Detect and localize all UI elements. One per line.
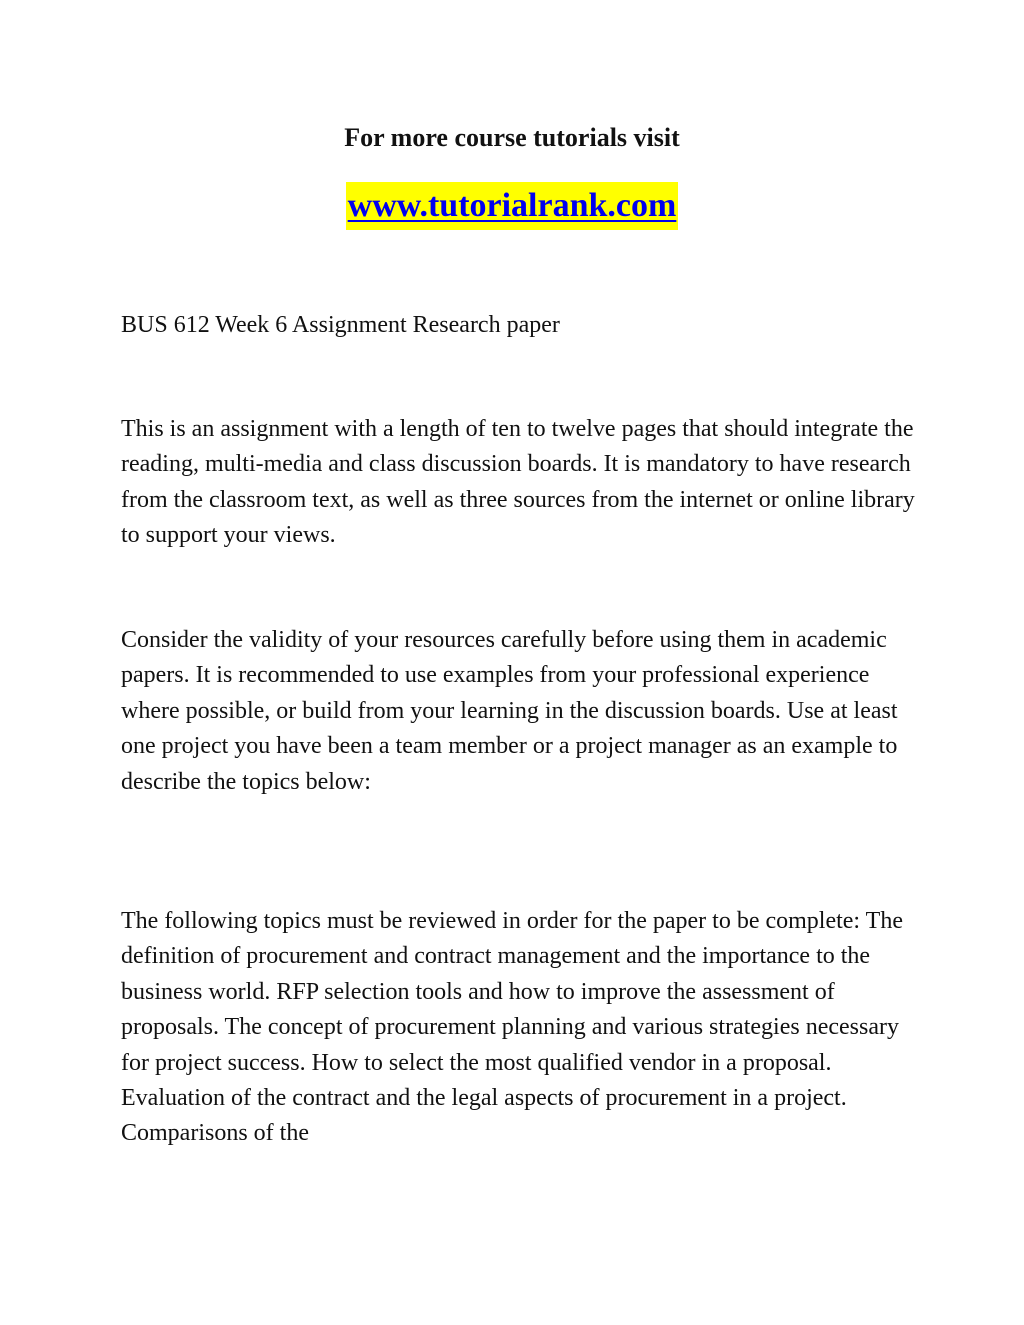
tutorialrank-link[interactable]: www.tutorialrank.com bbox=[346, 182, 679, 230]
assignment-paragraph-2: Consider the validity of your resources carefully before using them in academic papers. It is recommended to use examples from your professional experience where possible, or build from your learning in the discussion boards. Use at least one project you have been a team member or a project manager as an example to describe the topics below: bbox=[121, 627, 898, 795]
assignment-paragraph-3: The following topics must be reviewed in order for the paper to be complete: The definition of procurement and contract management and the importance to the business world. RFP selection tools and how to improve the assessment of proposals. The concept of procurement planning and various strategies necessary for project success. How to select the most qualified vendor in a proposal. Evaluation of the contract and the legal aspects of procurement in a project. Comparisons of the bbox=[121, 908, 903, 1147]
link-container bbox=[0, 182, 1024, 230]
tutorial-intro-heading: For more course tutorials visit bbox=[344, 123, 680, 152]
course-title: BUS 612 Week 6 Assignment Research paper bbox=[121, 312, 560, 338]
assignment-paragraph-1: This is an assignment with a length of ten to twelve pages that should integrate the reading, multi-media and class discussion boards. It is mandatory to have research from the classroom text, as well as three sources from the internet or online library to support your views. bbox=[121, 416, 915, 549]
